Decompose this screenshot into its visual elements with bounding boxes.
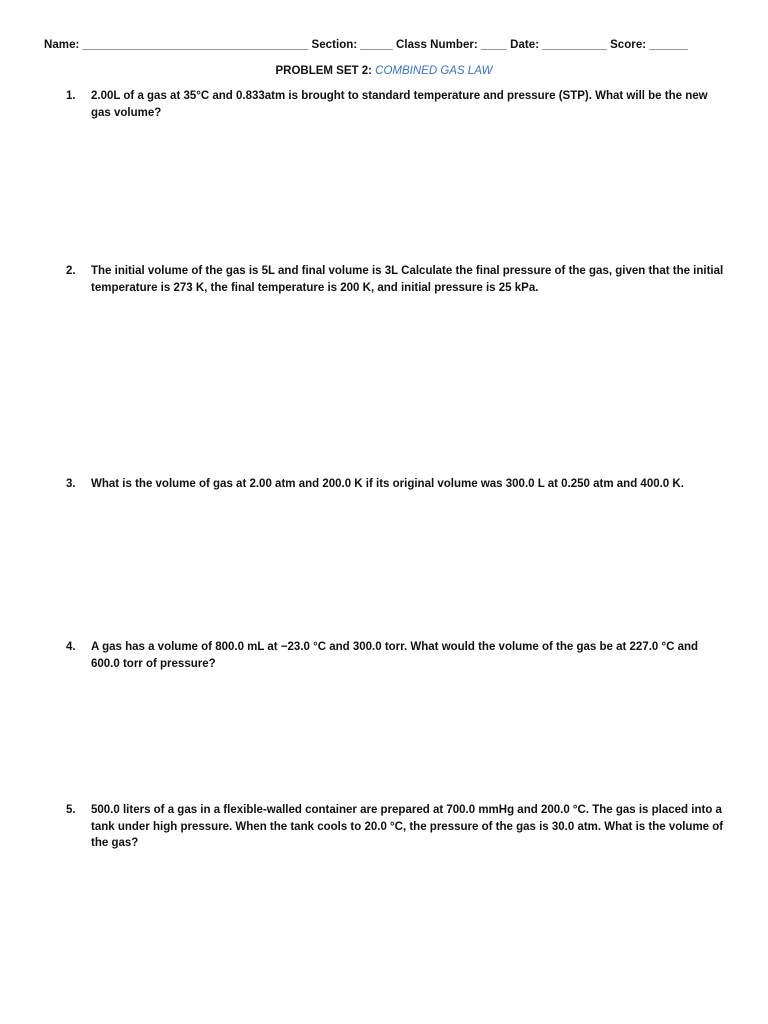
question-number: 4. (66, 641, 76, 653)
question-text: What is the volume of gas at 2.00 atm and 200.0 K if its original volume was 300.0 L at 0.250 atm and 400.0 K. (91, 478, 684, 490)
question-text: The initial volume of the gas is 5L and final volume is 3L Calculate the final pressure of the gas, given that the initial temperature is 273 K, the final temperature is 200 K, and initial pressure is 25 kPa. (91, 265, 724, 294)
section-field: Section: _____ (311, 39, 393, 51)
question-number: 5. (66, 804, 76, 816)
class-number-field: Class Number: ____ (396, 39, 507, 51)
question-1 (66, 88, 726, 121)
question-number: 1. (66, 90, 76, 102)
question-number: 3. (66, 478, 76, 490)
question-text: A gas has a volume of 800.0 mL at −23.0 °C and 300.0 torr. What would the volume of the gas be at 227.0 °C and 600.0 torr of pressure? (91, 641, 699, 670)
question-text: 2.00L of a gas at 35°C and 0.833atm is brought to standard temperature and pressure (STP). What will be the new gas volume? (91, 90, 708, 119)
question-2 (66, 263, 726, 296)
title-subtitle: COMBINED GAS LAW (375, 65, 493, 77)
date-field: Date: __________ (510, 39, 607, 51)
student-info-header (44, 39, 724, 51)
question-3 (66, 476, 726, 493)
name-field: Name: ___________________________________ (44, 39, 309, 51)
question-4 (66, 639, 726, 672)
question-text: 500.0 liters of a gas in a flexible-walled container are prepared at 700.0 mmHg and 200.0 °C. The gas is placed into a tank under high pressure. When the tank cools to 20.0 °C, the pressure of the gas is 30.0 atm. What is the volume of the gas? (91, 804, 724, 849)
question-number: 2. (66, 265, 76, 277)
page-title (0, 65, 768, 77)
title-main: PROBLEM SET 2: (275, 65, 372, 77)
score-field: Score: ______ (610, 39, 689, 51)
question-5 (66, 802, 726, 852)
